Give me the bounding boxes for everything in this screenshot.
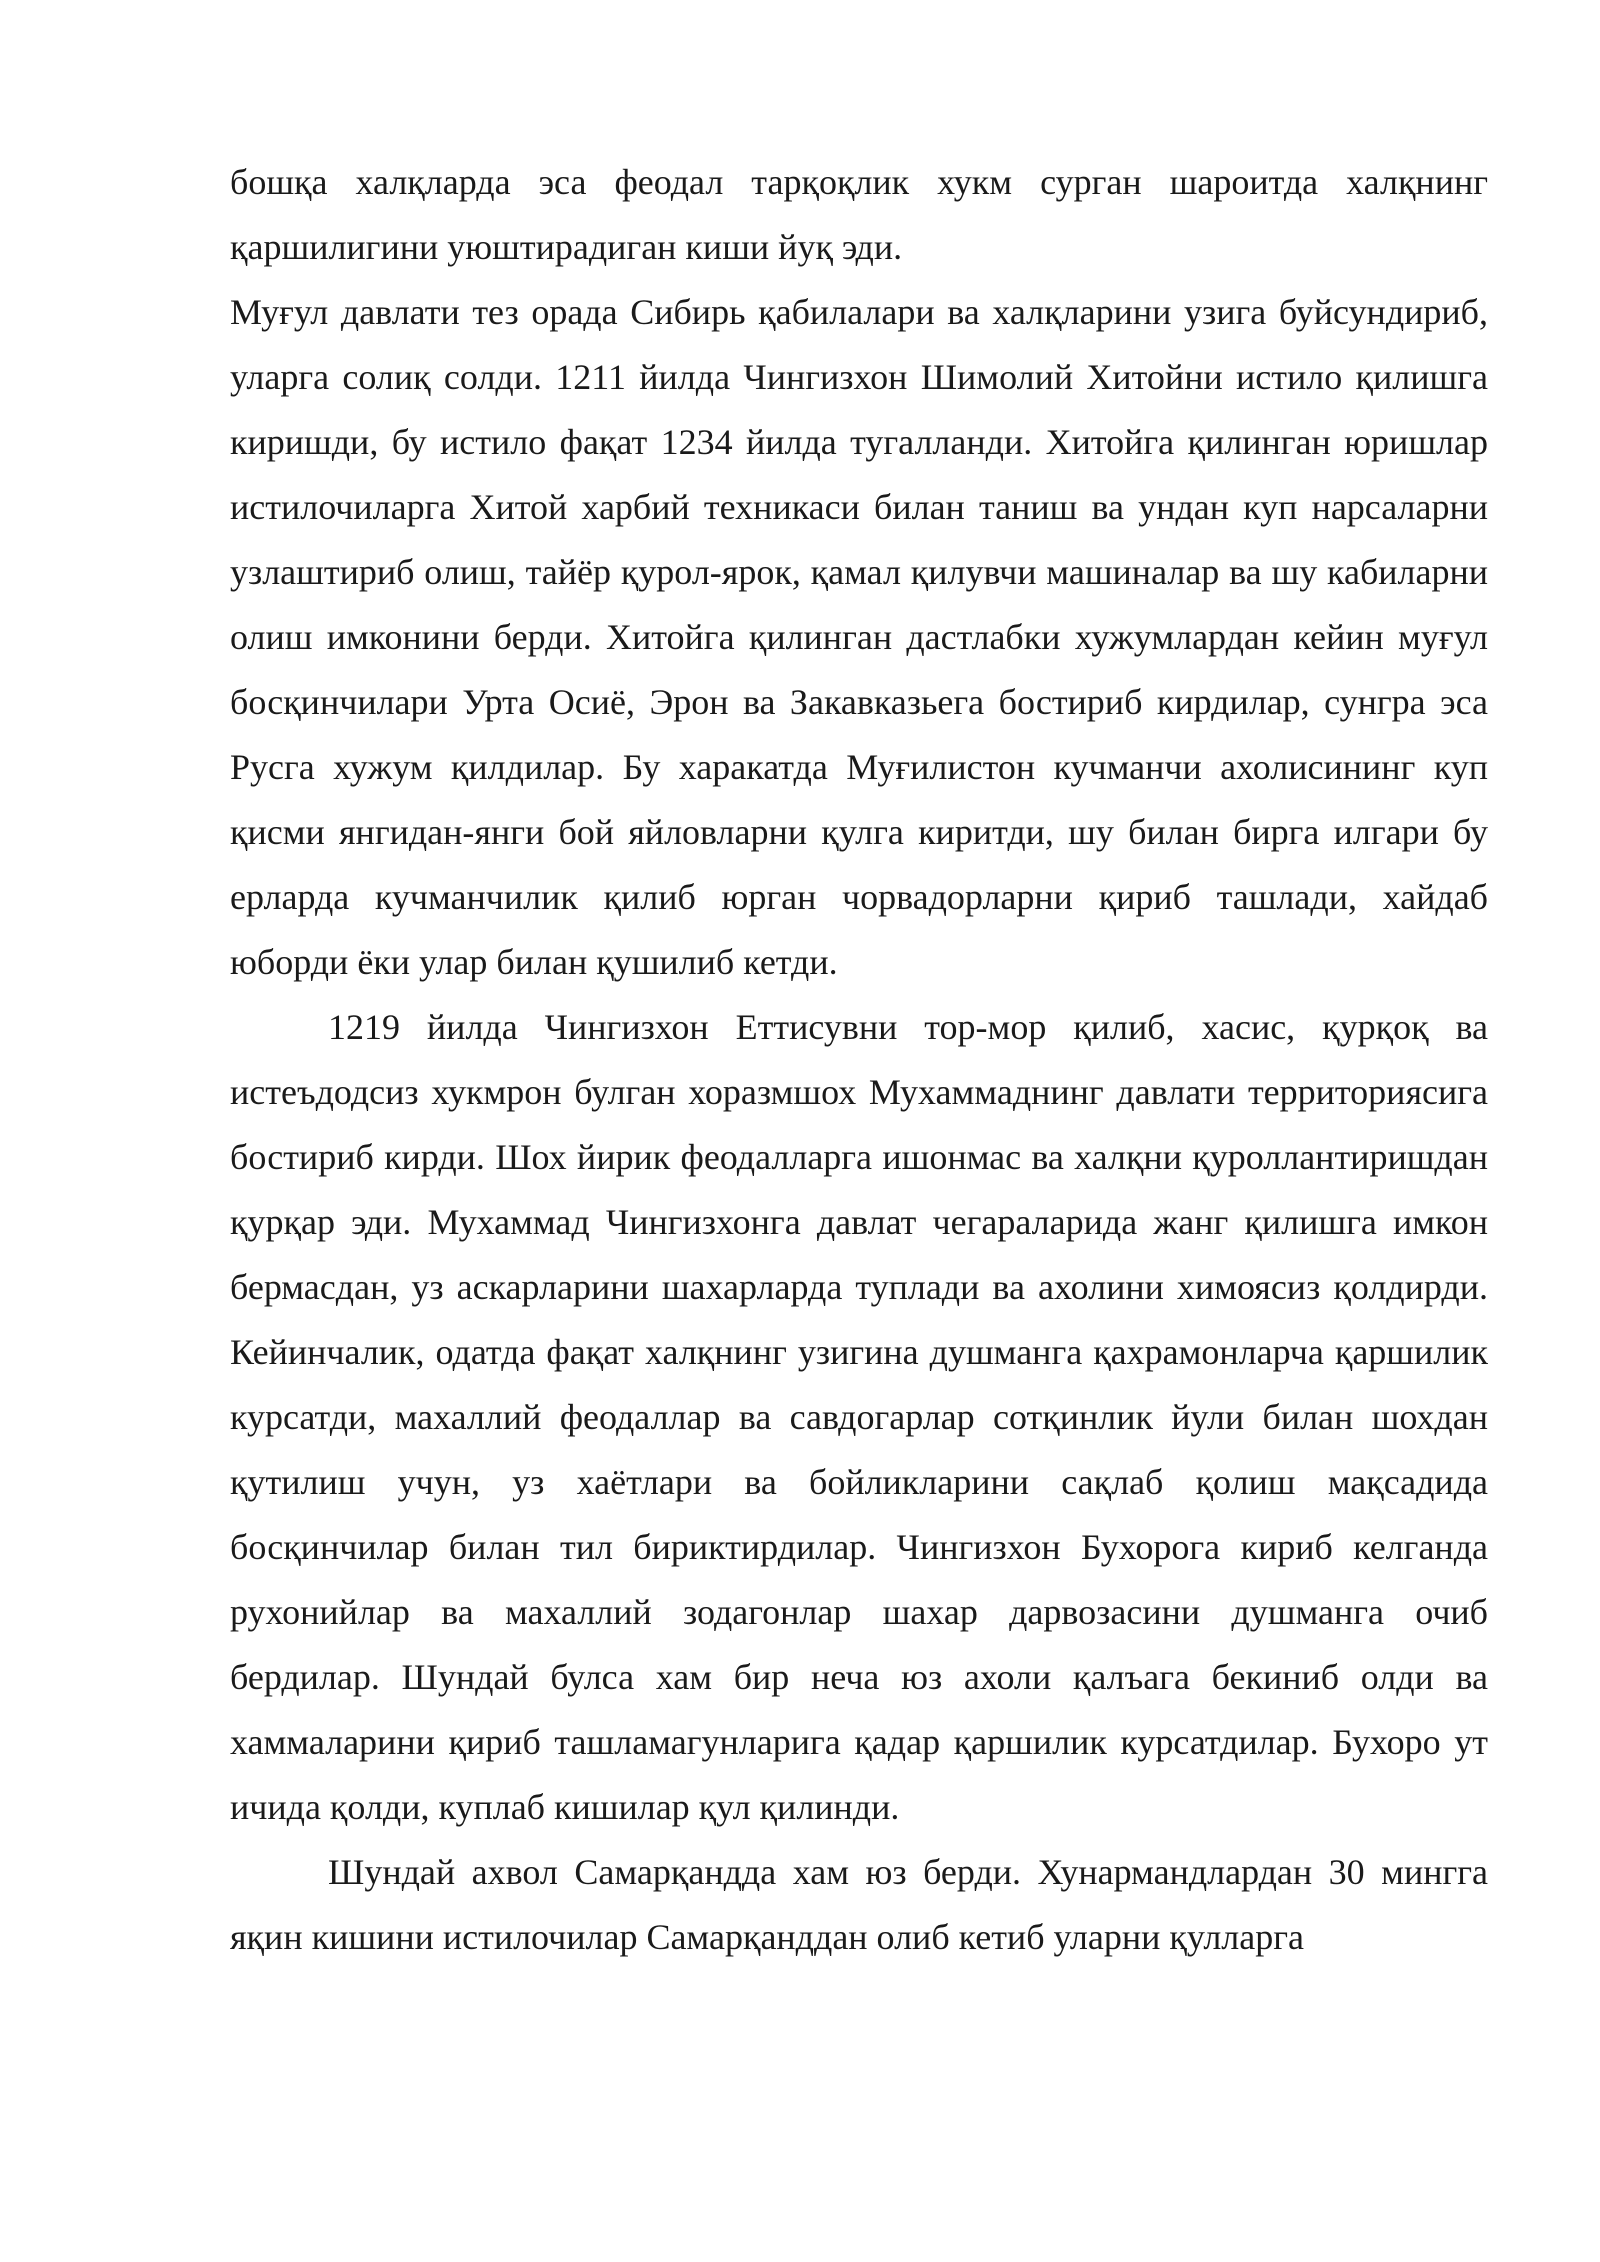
paragraph-continuation: бошқа халқларда эса феодал тарқоқлик хукм сурган шароитда халқнинг қаршилигини уюштирадиган киши йуқ эди. — [230, 162, 1488, 267]
paragraph-1219-invasion: 1219 йилда Чингизхон Еттисувни тор-мор қилиб, хасис, қурқоқ ва истеъдодсиз хукмрон булган хоразмшох Мухаммаднинг давлати территориясига бостириб кирди. Шох йирик феодалларга ишонмас ва халқни қуроллантиришдан қурқар эди. Мухаммад Чингизхонга давлат чегараларида жанг қилишга имкон бермасдан, уз аскарларини шахарларда туплади ва ахолини химоясиз қолдирди. Кейинчалик, одатда фақат халқнинг узигина душманга қахрамонларча қаршилик курсатди, махаллий феодаллар ва савдогарлар сотқинлик йули билан шохдан қутилиш учун, уз хаётлари ва бойликларини сақлаб қолиш мақсадида босқинчилар билан тил бириктирдилар. Чингизхон Бухорога кириб келганда рухонийлар ва махаллий зодагонлар шахар дарвозасини душманга очиб бердилар. Шундай булса хам бир неча юз ахоли қалъага бекиниб олди ва хаммаларини қириб ташламагунларига қадар қаршилик курсатдилар. Бухоро ут ичида қолди, куплаб кишилар қул қилинди. — [230, 1007, 1488, 1827]
paragraph-samarkand: Шундай ахвол Самарқандда хам юз берди. Хунармандлардан 30 мингга яқин кишини истилочилар Самарқанддан олиб кетиб уларни қулларга — [230, 1852, 1488, 1957]
paragraph-mongol-state: Муғул давлати тез орада Сибирь қабилалари ва халқларини узига буйсундириб, уларга солиқ солди. 1211 йилда Чингизхон Шимолий Хитойни истило қилишга киришди, бу истило фақат 1234 йилда тугалланди. Хитойга қилинган юришлар истилочиларга Хитой харбий техникаси билан таниш ва ундан куп нарсаларни узлаштириб олиш, тайёр қурол-ярок, қамал қилувчи машиналар ва шу кабиларни олиш имконини берди. Хитойга қилинган дастлабки хужумлардан кейин муғул босқинчилари Урта Осиё, Эрон ва Закавказьега бостириб кирдилар, сунгра эса Русга хужум қилдилар. Бу харакатда Муғилистон кучманчи ахолисининг куп қисми янгидан-янги бой яйловларни қулга киритди, шу билан бирга илгари бу ерларда кучманчилик қилиб юрган чорвадорларни қириб ташлади, хайдаб юборди ёки улар билан қушилиб кетди. — [230, 292, 1488, 982]
body-text — [230, 150, 1488, 1970]
